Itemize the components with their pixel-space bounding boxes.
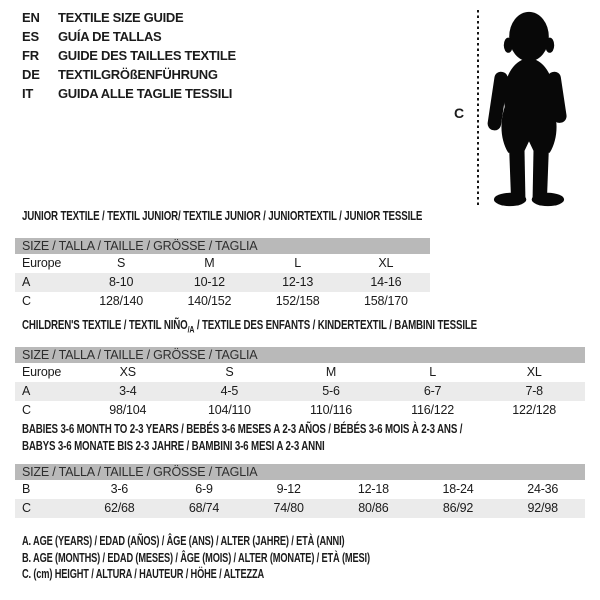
table-row-height	[15, 499, 585, 518]
babies-size-table	[15, 464, 585, 518]
size-cell: 12-13	[282, 275, 314, 289]
height-label-c: C	[454, 105, 465, 121]
toddler-silhouette-icon	[484, 9, 574, 209]
size-cell: XL	[526, 365, 542, 379]
table-row-europe	[15, 254, 430, 273]
size-cell: 9-12	[276, 482, 301, 496]
lang-code: EN	[22, 10, 40, 25]
note-height-cm: C. (cm) HEIGHT / ALTURA / HAUTEUR / HÖHE / ALTEZZA	[22, 567, 265, 581]
height-dashed-line	[477, 10, 479, 205]
size-cell: 5-6	[322, 384, 340, 398]
size-cell: 3-6	[110, 482, 129, 496]
size-cell: 3-4	[119, 384, 137, 398]
size-cell: M	[204, 256, 215, 270]
size-cell: XS	[119, 365, 136, 379]
size-cell: 4-5	[220, 384, 239, 398]
size-cell: 86/92	[442, 501, 474, 515]
size-cell: 98/104	[109, 403, 147, 417]
row-label: A	[22, 384, 31, 398]
size-cell: 8-10	[109, 275, 134, 289]
size-cell: 18-24	[442, 482, 474, 496]
size-cell: 92/98	[527, 501, 558, 515]
table-row-height	[15, 401, 585, 420]
lang-title: GUIDA ALLE TAGLIE TESSILI	[58, 86, 233, 101]
size-cell: L	[429, 365, 436, 379]
size-cell: 110/116	[310, 403, 352, 417]
lang-title: TEXTILE SIZE GUIDE	[58, 10, 184, 25]
row-label: Europe	[22, 256, 62, 270]
row-label: C	[22, 403, 31, 417]
row-label: C	[22, 294, 31, 308]
size-cell: 140/152	[187, 294, 232, 308]
size-cell: S	[225, 365, 234, 379]
lang-code: ES	[22, 29, 39, 44]
size-cell: S	[117, 256, 126, 270]
size-cell: XL	[378, 256, 394, 270]
lang-row-en	[22, 8, 236, 27]
legend-notes	[22, 533, 492, 583]
lang-row-it	[22, 84, 236, 103]
size-header-bar: SIZE / TALLA / TAILLE / GRÖSSE / TAGLIA	[15, 347, 585, 363]
lang-title: TEXTILGRÖßENFÜHRUNG	[58, 67, 218, 82]
children-size-table	[15, 347, 585, 420]
size-cell: 158/170	[363, 294, 408, 308]
table-row-age	[15, 382, 585, 401]
lang-row-es	[22, 27, 236, 46]
table-row-europe	[15, 363, 585, 382]
size-cell: 10-12	[193, 275, 225, 289]
size-cell: 62/68	[104, 501, 135, 515]
size-cell: 12-18	[357, 482, 389, 496]
table-row-age	[15, 273, 430, 292]
size-cell: 122/128	[512, 403, 557, 417]
size-cell: 104/110	[207, 403, 251, 417]
lang-row-fr	[22, 46, 236, 65]
lang-code: FR	[22, 48, 39, 63]
babies-title-line2: BABYS 3-6 MONATE BIS 2-3 JAHRE / BAMBINI 3-6 MESI A 2-3 ANNI	[22, 439, 325, 453]
lang-code: IT	[22, 86, 34, 101]
note-age-months: B. AGE (MONTHS) / EDAD (MESES) / ÂGE (MOIS) / ALTER (MONATE) / ETÀ (MESI)	[22, 550, 370, 565]
lang-row-de	[22, 65, 236, 84]
lang-title: GUÍA DE TALLAS	[58, 29, 162, 44]
children-table-title: CHILDREN'S TEXTILE / TEXTIL $NIÑO_{/A}$ / TEXTILE DES ENFANTS / KINDERTEXTIL / BAMBINI TESSILE	[22, 318, 478, 335]
size-cell: L	[294, 256, 301, 270]
lang-code: DE	[22, 67, 40, 82]
row-label: Europe	[22, 365, 62, 379]
size-cell: 128/140	[99, 294, 144, 308]
size-cell: 74/80	[273, 501, 304, 515]
size-header-bar: SIZE / TALLA / TAILLE / GRÖSSE / TAGLIA	[15, 238, 430, 254]
size-cell: 152/158	[275, 294, 320, 308]
size-cell: 6-7	[423, 384, 442, 398]
note-age-years: A. AGE (YEARS) / EDAD (AÑOS) / ÂGE (ANS) / ALTER (JAHRE) / ETÀ (ANNI)	[22, 534, 345, 548]
row-label: C	[22, 501, 31, 515]
junior-size-table	[15, 238, 430, 311]
size-cell: M	[325, 365, 337, 379]
size-header-bar: SIZE / TALLA / TAILLE / GRÖSSE / TAGLIA	[15, 464, 585, 480]
babies-title-line1: BABIES 3-6 MONTH TO 2-3 YEARS / BEBÉS 3-6 MESES A 2-3 AÑOS / BÉBÉS 3-6 MOIS À 2-3 ANS /	[22, 422, 463, 436]
size-cell: 7-8	[525, 384, 543, 398]
size-cell: 14-16	[370, 275, 402, 289]
lang-title: GUIDE DES TAILLES TEXTILE	[58, 48, 236, 63]
table-row-height	[15, 292, 430, 311]
row-label: B	[22, 482, 31, 496]
junior-table-title: JUNIOR TEXTILE / TEXTIL JUNIOR/ TEXTILE JUNIOR / JUNIORTEXTIL / JUNIOR TESSILE	[22, 209, 423, 223]
language-title-list	[22, 8, 236, 103]
size-cell: 24-36	[527, 482, 559, 496]
babies-table-title	[22, 421, 586, 455]
table-row-age-months	[15, 480, 585, 499]
size-cell: 68/74	[188, 501, 220, 515]
row-label: A	[22, 275, 31, 289]
size-cell: 116/122	[411, 403, 454, 417]
size-cell: 6-9	[195, 482, 213, 496]
size-cell: 80/86	[358, 501, 389, 515]
